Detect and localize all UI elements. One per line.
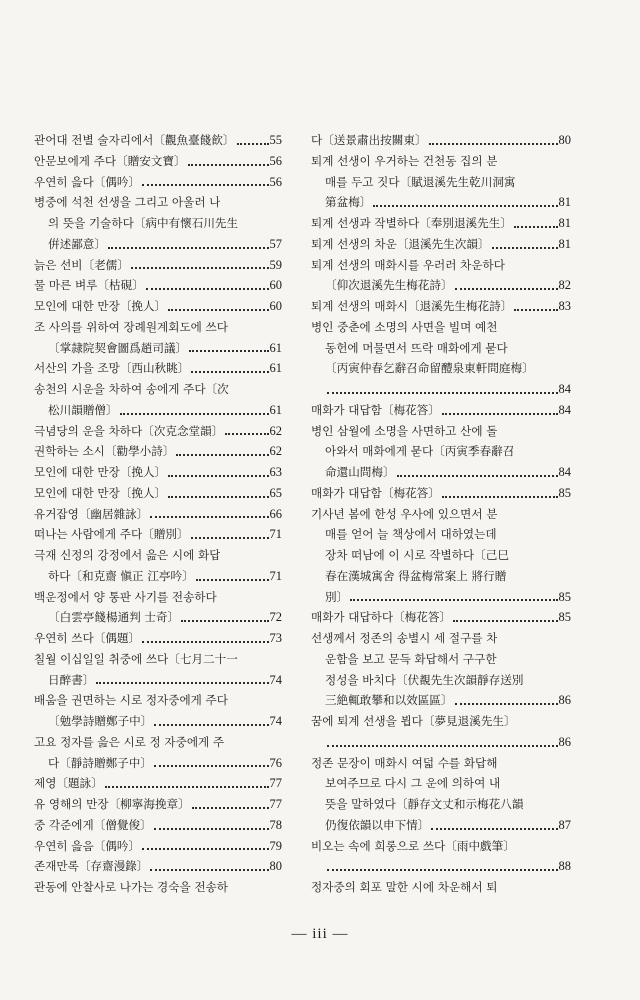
toc-entry-title: 〔丙寅仲春乞辭召命留醴泉東軒問庭梅〕	[325, 361, 534, 376]
dot-leader	[397, 475, 558, 477]
toc-entry-title: 선생께서 정존의 송별시 세 절구를 차	[311, 631, 498, 645]
toc-entry-title: 다〔送景肅出按關東〕	[311, 133, 427, 147]
dot-leader	[225, 433, 268, 435]
dot-leader	[327, 869, 558, 871]
dot-leader	[142, 641, 268, 643]
toc-entry-title: 병인 삼월에 소명을 사면하고 산에 돌	[311, 423, 498, 438]
toc-page-number: 62	[269, 444, 282, 459]
toc-entry	[34, 151, 282, 172]
toc-entry-title: 매화가 대답함〔梅花答〕	[311, 402, 440, 417]
toc-entry-title: 모인에 대한 만장〔挽人〕	[34, 465, 167, 479]
toc-entry-title: 우연히 읊다〔偶吟〕	[34, 174, 141, 189]
toc-entry-title: 매화가 대답하다〔梅花答〕	[311, 610, 452, 625]
toc-entry-line	[34, 711, 282, 732]
toc-entry-line	[311, 524, 571, 545]
toc-page-number: 73	[269, 631, 282, 645]
toc-entry-title: 三絶輒敢攀和以效區區〕	[325, 693, 453, 708]
toc-entry-line	[311, 192, 571, 213]
toc-entry-title: 조 사의를 위하여 장례원계회도에 쓰다	[34, 319, 228, 334]
toc-entry-line	[311, 400, 571, 421]
toc-page-number: 85	[558, 610, 571, 625]
toc-entry-title: 우연히 쓰다〔偶題〕	[34, 631, 141, 645]
toc-page-number: 77	[269, 797, 282, 811]
toc-entry-line	[311, 607, 571, 628]
toc-entry	[34, 877, 282, 898]
toc-entry	[311, 255, 571, 297]
toc-entry-title: 배움을 권면하는 시로 정자중에게 주다	[34, 693, 228, 708]
dot-leader	[176, 454, 268, 456]
toc-entry	[34, 379, 282, 421]
toc-entry-line	[311, 732, 571, 753]
toc-page-number: 62	[269, 423, 282, 438]
toc-entry-title: 第盆梅〕	[325, 195, 372, 210]
toc-entry-line	[311, 670, 571, 691]
toc-entry	[311, 753, 571, 836]
dot-leader	[191, 537, 269, 539]
toc-entry-line	[311, 255, 571, 276]
dot-leader	[181, 620, 268, 622]
dot-leader	[373, 205, 557, 207]
toc-entry-line	[34, 172, 282, 193]
toc-entry-title: 〔白雲亭餞楊通判 士奇〕	[48, 610, 180, 625]
toc-entry-line	[34, 255, 282, 276]
toc-entry-title: 모인에 대한 만장〔挽人〕	[34, 299, 167, 313]
toc-page-number: 61	[269, 402, 282, 417]
toc-entry-line	[311, 296, 571, 317]
toc-entry	[34, 441, 282, 462]
toc-entry-title: 우연히 읊음〔偶吟〕	[34, 838, 141, 853]
toc-entry-line	[311, 338, 571, 359]
toc-entry	[311, 151, 571, 213]
toc-right-column	[311, 130, 571, 898]
toc-entry-title: 松川韻贈僧〕	[48, 402, 118, 417]
toc-entry-title: 동헌에 머물면서 뜨락 매화에게 묻다	[325, 340, 508, 355]
toc-entry-line	[34, 400, 282, 421]
toc-page-number: 71	[269, 568, 282, 583]
toc-entry-title: 〔勉學詩贈鄭子中〕	[48, 714, 153, 728]
toc-page-number: 60	[269, 299, 282, 313]
toc-entry-title: 하다〔和克齋 愼正 江亭吟〕	[48, 568, 194, 583]
toc-entry-title: 안문보에게 주다〔贈安文寶〕	[34, 153, 186, 168]
toc-entry	[34, 773, 282, 794]
toc-entry	[34, 732, 282, 774]
toc-page-number: 65	[269, 485, 282, 500]
toc-entry-title: 관어대 전별 술자리에서〔觀魚臺餞飮〕	[34, 133, 235, 147]
toc-entry-line	[34, 566, 282, 587]
toc-entry	[34, 587, 282, 629]
toc-page-number: 81	[558, 195, 571, 210]
toc-page-number: 88	[558, 859, 571, 874]
toc-page-number: 86	[558, 693, 571, 708]
toc-page-number: 61	[269, 361, 282, 376]
toc-entry-title: 倂述鄙意〕	[48, 236, 106, 251]
toc-entry-line	[311, 815, 571, 836]
toc-page-number: 79	[269, 838, 282, 853]
toc-entry	[34, 483, 282, 504]
toc-entry	[34, 130, 282, 151]
dot-leader	[154, 765, 269, 767]
toc-entry-title: 정자중의 회포 말한 시에 차운해서 퇴	[311, 880, 498, 894]
toc-entry-line	[311, 649, 571, 670]
toc-entry-line	[34, 607, 282, 628]
dot-leader	[327, 392, 558, 394]
toc-entry-line	[311, 877, 571, 898]
dot-leader	[146, 288, 269, 290]
toc-entry	[311, 877, 571, 898]
toc-entry-title: 중 각준에게〔僧覺俊〕	[34, 817, 152, 832]
toc-entry-title: 퇴계 선생의 매화시를 우러러 차운하다	[311, 257, 505, 272]
dot-leader	[442, 413, 558, 415]
dot-leader	[168, 475, 268, 477]
toc-entry-line	[311, 130, 571, 151]
toc-entry-line	[34, 462, 282, 483]
toc-entry-title: 命還山問梅〕	[325, 465, 395, 479]
toc-page-number: 87	[558, 817, 571, 832]
dot-leader	[96, 682, 268, 684]
toc-entry-line	[311, 151, 571, 172]
toc-entry	[311, 234, 571, 255]
toc-entry-line	[34, 379, 282, 400]
toc-entry-title: 퇴계 선생의 차운〔退溪先生次韻〕	[311, 236, 490, 251]
toc-entry-line	[311, 587, 571, 608]
toc-entry-title: 늙은 선비〔老儒〕	[34, 257, 129, 272]
toc-entry-title: 퇴계 선생이 우거하는 건천동 집의 분	[311, 153, 498, 168]
toc-entry-title: 기사년 봄에 한성 우사에 있으면서 분	[311, 506, 498, 521]
toc-entry-line	[34, 856, 282, 877]
toc-entry-line	[311, 172, 571, 193]
dot-leader	[189, 350, 268, 352]
toc-entry-line	[311, 441, 571, 462]
toc-entry-line	[34, 773, 282, 794]
toc-page-number: 80	[269, 859, 282, 874]
toc-entry-title: 정성을 바치다〔伏覩先生次韻靜存送別	[325, 672, 524, 687]
toc-entry	[34, 255, 282, 276]
dot-leader	[154, 828, 269, 830]
toc-entry	[311, 504, 571, 608]
toc-entry-line	[34, 192, 282, 213]
toc-entry-title: 비오는 속에 희롱으로 쓰다〔雨中戲筆〕	[311, 838, 515, 853]
dot-leader	[150, 516, 268, 518]
toc-entry-line	[311, 275, 571, 296]
toc-page-number: 74	[269, 672, 282, 687]
toc-entry-title: 의 뜻을 기술하다〔病中有懷石川先生	[48, 216, 239, 230]
toc-left-column	[34, 130, 282, 898]
toc-entry-line	[34, 234, 282, 255]
toc-entry-line	[34, 317, 282, 338]
toc-entry-title: 보여주므로 다시 그 운에 의하여 내	[325, 776, 501, 791]
toc-page-number: 76	[269, 755, 282, 770]
toc-entry-title: 송천의 시운을 차하여 송에게 주다〔次	[34, 382, 229, 396]
toc-entry	[311, 607, 571, 628]
toc-entry-title: 극재 신정의 강정에서 읊은 시에 화답	[34, 548, 221, 562]
dot-leader	[168, 496, 268, 498]
toc-entry	[34, 296, 282, 317]
toc-page-number: 59	[269, 257, 282, 272]
toc-entry	[34, 462, 282, 483]
toc-entry	[34, 192, 282, 254]
toc-entry-line	[34, 441, 282, 462]
toc-entry-line	[311, 794, 571, 815]
toc-entry-title: 서산의 가을 조망〔西山秋眺〕	[34, 361, 190, 376]
toc-page-number: 84	[558, 382, 571, 396]
toc-entry	[34, 836, 282, 857]
toc-entry-line	[311, 836, 571, 857]
toc-entry	[34, 172, 282, 193]
toc-entry-line	[34, 483, 282, 504]
dot-leader	[131, 267, 269, 269]
toc-entry-line	[34, 545, 282, 566]
toc-entry	[34, 628, 282, 649]
toc-entry-line	[311, 421, 571, 442]
toc-entry	[34, 649, 282, 691]
toc-page-number: 56	[269, 153, 282, 168]
toc-entry-title: 존재만록〔存齋漫錄〕	[34, 859, 149, 874]
toc-entry-title: 꿈에 퇴계 선생을 뵙다〔夢見退溪先生〕	[311, 714, 516, 728]
toc-entry-line	[311, 628, 571, 649]
toc-entry	[34, 815, 282, 836]
dot-leader	[168, 309, 268, 311]
toc-entry-title: 퇴계 선생의 매화시〔退溪先生梅花詩〕	[311, 299, 513, 313]
toc-page-number: 77	[269, 776, 282, 791]
toc-entry-line	[34, 794, 282, 815]
toc-entry-title: 칠월 이십일일 취중에 쓰다〔七月二十一	[34, 651, 238, 666]
toc-page-number: 56	[269, 174, 282, 189]
dot-leader	[442, 496, 558, 498]
toc-entry-line	[311, 483, 571, 504]
toc-entry-title: 아와서 매화에게 묻다〔丙寅季春辭召	[325, 444, 515, 459]
toc-entry	[34, 358, 282, 379]
toc-entry-line	[311, 566, 571, 587]
toc-page-number: 55	[269, 133, 282, 147]
toc-entry-line	[311, 213, 571, 234]
toc-entry	[34, 524, 282, 545]
dot-leader	[142, 184, 268, 186]
toc-page-number: 60	[269, 278, 282, 293]
toc-page-number: 63	[269, 465, 282, 479]
toc-entry	[311, 213, 571, 234]
toc-entry	[311, 421, 571, 483]
toc-entry-line	[34, 753, 282, 774]
toc-entry-title: 떠나는 사람에게 주다〔贈別〕	[34, 527, 189, 542]
toc-entry-line	[34, 275, 282, 296]
toc-entry-title: 다〔靜詩贈鄭子中〕	[48, 755, 152, 770]
toc-entry-line	[311, 504, 571, 525]
dot-leader	[492, 247, 558, 249]
toc-entry-line	[34, 877, 282, 898]
toc-entry-line	[34, 628, 282, 649]
toc-page-number: 71	[269, 527, 282, 542]
toc-entry-title: 퇴계 선생과 작별하다〔奉別退溪先生〕	[311, 216, 512, 230]
toc-entry-title: 물 마른 벼루〔枯硯〕	[34, 278, 144, 293]
toc-page-number: 80	[558, 133, 571, 147]
toc-page-number: 78	[269, 817, 282, 832]
dot-leader	[196, 579, 269, 581]
toc-entry	[34, 794, 282, 815]
toc-entry	[311, 400, 571, 421]
dot-leader	[327, 745, 558, 747]
toc-page-number: 66	[269, 506, 282, 521]
toc-entry-line	[34, 690, 282, 711]
dot-leader	[514, 226, 558, 228]
dot-leader	[142, 848, 268, 850]
toc-entry-line	[34, 815, 282, 836]
toc-entry-title: 매를 두고 짓다〔賦退溪先生乾川洞寓	[325, 174, 516, 189]
dot-leader	[154, 724, 268, 726]
toc-entry-line	[311, 317, 571, 338]
toc-entry-line	[34, 130, 282, 151]
toc-entry-line	[34, 670, 282, 691]
toc-entry-title: 매를 얻어 늘 책상에서 대하였는데	[325, 527, 497, 542]
toc-entry-line	[311, 358, 571, 379]
toc-entry	[311, 836, 571, 878]
toc-entry-title: 유거잡영〔幽居雜詠〕	[34, 506, 149, 521]
dot-leader	[191, 371, 268, 373]
toc-entry-line	[34, 836, 282, 857]
toc-page-number: 57	[269, 236, 282, 251]
toc-page-number: 86	[558, 734, 571, 749]
toc-entry	[34, 545, 282, 587]
toc-entry-line	[34, 213, 282, 234]
toc-entry-title: 권학하는 소시〔勸學小詩〕	[34, 444, 175, 459]
toc-entry	[311, 483, 571, 504]
toc-entry-title: 제영〔題詠〕	[34, 776, 103, 791]
toc-entry	[311, 296, 571, 317]
page-number-footer: — iii —	[291, 926, 349, 942]
toc-entry-title: 운함을 보고 문득 화답해서 구구한	[325, 651, 497, 666]
toc-entry-line	[311, 690, 571, 711]
toc-entry-title: 유 영해의 만장〔柳寧海挽章〕	[34, 797, 190, 811]
dot-leader	[455, 703, 558, 705]
toc-entry	[311, 628, 571, 711]
toc-entry	[34, 421, 282, 442]
toc-page-number: 72	[269, 610, 282, 625]
toc-entry-line	[34, 524, 282, 545]
toc-entry-title: 매화가 대답함〔梅花答〕	[311, 485, 440, 500]
toc-entry-title: 〔掌隷院契會圖爲趙司議〕	[48, 340, 188, 355]
toc-entry-line	[34, 421, 282, 442]
toc-entry-title: 정존 문장이 매화시 여덟 수를 화답해	[311, 755, 498, 770]
dot-leader	[150, 869, 268, 871]
dot-leader	[192, 807, 269, 809]
toc-entry-title: 병인 중춘에 소명의 사면을 빌며 예천	[311, 319, 498, 334]
dot-leader	[105, 786, 269, 788]
toc-entry-line	[34, 649, 282, 670]
dot-leader	[237, 143, 269, 145]
toc-entry-line	[311, 856, 571, 877]
toc-entry-line	[311, 773, 571, 794]
toc-entry-line	[311, 462, 571, 483]
toc-page-number: 84	[558, 465, 571, 479]
toc-entry-title: 백운정에서 양 통판 사기를 전송하다	[34, 589, 217, 604]
dot-leader	[120, 413, 269, 415]
toc-entry	[311, 711, 571, 753]
dot-leader	[429, 143, 558, 145]
toc-entry-title: 뜻을 말하였다〔靜存文丈和示梅花八韻	[325, 797, 524, 811]
toc-page-number: 81	[558, 216, 571, 230]
toc-entry	[34, 317, 282, 359]
dot-leader	[514, 309, 557, 311]
toc-entry	[311, 130, 571, 151]
toc-page-number: 74	[269, 714, 282, 728]
dot-leader	[431, 828, 557, 830]
toc-entry-line	[34, 151, 282, 172]
toc-page-number: 84	[558, 402, 571, 417]
toc-entry-line	[34, 338, 282, 359]
toc-entry-title: 別〕	[325, 589, 349, 604]
toc-page-number: 82	[558, 278, 571, 293]
toc-entry-title: 春在漢城寓舍 得盆梅常案上 將行贈	[325, 568, 507, 583]
toc-entry-line	[34, 587, 282, 608]
toc-entry	[34, 856, 282, 877]
toc-page-number: 85	[558, 485, 571, 500]
toc-entry	[34, 504, 282, 525]
toc-entry-title: 극념당의 운을 차하다〔次克念堂韻〕	[34, 423, 224, 438]
toc-entry-line	[311, 711, 571, 732]
toc-entry-line	[311, 753, 571, 774]
toc-entry-title: 관동에 안찰사로 나가는 경숙을 전송하	[34, 880, 228, 894]
toc-page-number: 61	[269, 340, 282, 355]
toc-entry-line	[34, 504, 282, 525]
toc-entry-line	[311, 379, 571, 400]
toc-entry-title: 병중에 석천 선생을 그리고 아울러 나	[34, 195, 221, 210]
toc-entry	[34, 690, 282, 732]
toc-entry-title: 日醉書〕	[48, 672, 95, 687]
toc-entry-title: 장차 떠남에 이 시로 작별하다〔己巳	[325, 548, 509, 562]
toc-page-number: 81	[558, 236, 571, 251]
dot-leader	[453, 620, 557, 622]
toc-entry-title: 모인에 대한 만장〔挽人〕	[34, 485, 167, 500]
dot-leader	[350, 599, 557, 601]
toc-page-number: 83	[558, 299, 571, 313]
toc-entry-line	[34, 732, 282, 753]
toc-entry-title: 고요 정자를 읊은 시로 정 자중에게 주	[34, 734, 225, 749]
toc-entry-title: 〔仰次退溪先生梅花詩〕	[325, 278, 453, 293]
toc-entry	[34, 275, 282, 296]
toc-page-number: 85	[558, 589, 571, 604]
toc-entry-line	[311, 545, 571, 566]
toc-entry-line	[311, 234, 571, 255]
dot-leader	[455, 288, 558, 290]
toc-entry	[311, 317, 571, 400]
dot-leader	[108, 247, 269, 249]
toc-entry-title: 仍復依韻以申下情〕	[325, 817, 430, 832]
dot-leader	[188, 164, 269, 166]
toc-entry-line	[34, 296, 282, 317]
toc-entry-line	[34, 358, 282, 379]
